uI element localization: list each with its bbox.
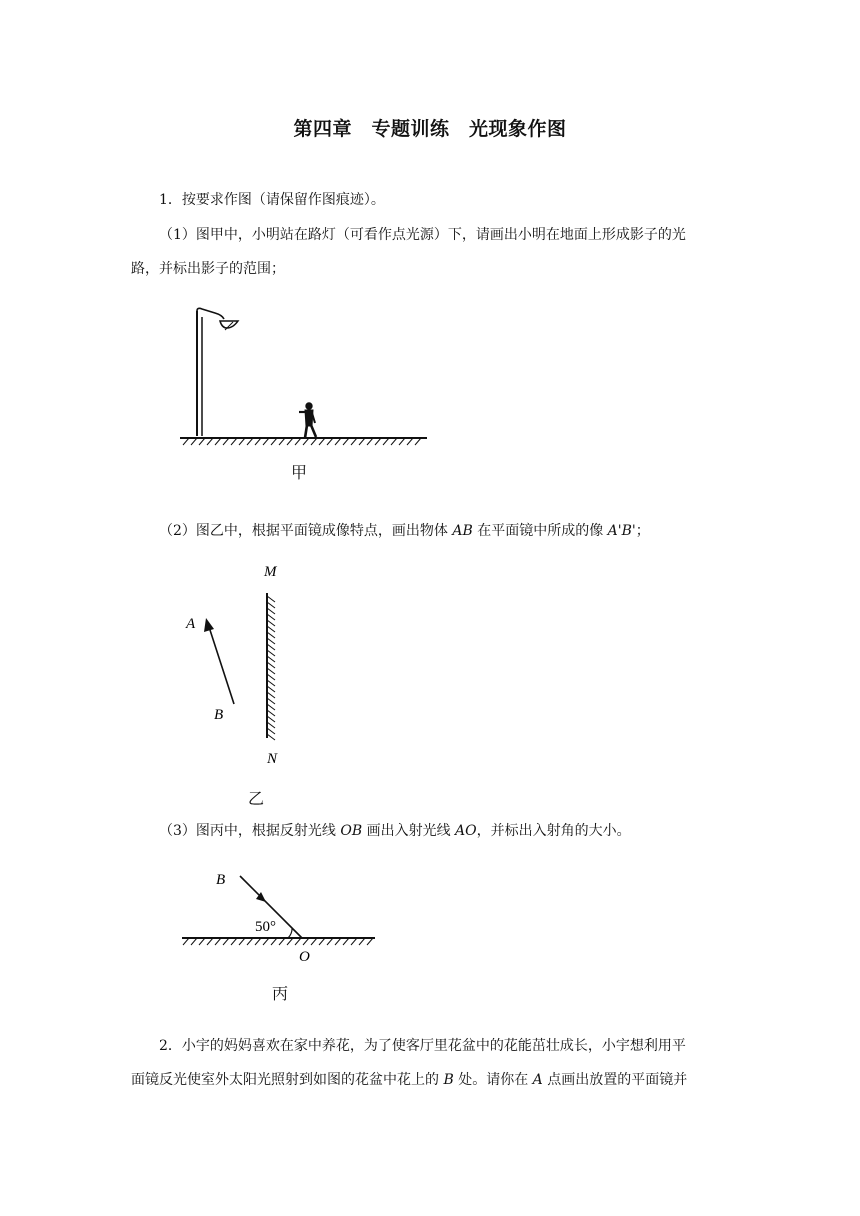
q1-stem: 1．按要求作图（请保留作图痕迹）。 <box>159 192 385 208</box>
label-n: N <box>267 751 278 767</box>
label-b: B <box>216 872 226 888</box>
q1-part1-line1: （1）图甲中，小明站在路灯（可看作点光源）下，请画出小明在地面上形成影子的光 <box>159 227 686 243</box>
q2-line2-a: A <box>532 1072 543 1088</box>
angle-label: 50° <box>255 919 276 935</box>
q2-line2-suffix: 点画出放置的平面镜并 <box>542 1072 688 1088</box>
q1-part3-suffix: ，并标出入射角的大小。 <box>476 823 631 839</box>
label-b: B <box>214 707 224 723</box>
figure-caption-bing: 丙 <box>272 984 289 1003</box>
q2-line2 <box>131 1070 687 1090</box>
q1-part3-ob: OB <box>340 823 363 839</box>
figure-streetlamp <box>175 305 435 450</box>
q1-part2-prefix: （2）图乙中，根据平面镜成像特点，画出物体 <box>159 523 453 539</box>
figure-reflection <box>175 862 385 967</box>
label-o: O <box>299 949 310 965</box>
q2-line2-b: B <box>443 1072 454 1088</box>
page-title: 第四章 专题训练 光现象作图 <box>293 118 567 140</box>
figure-caption-yi: 乙 <box>248 789 265 808</box>
q2-line2-prefix: 面镜反光使室外太阳光照射到如图的花盆中花上的 <box>131 1072 444 1088</box>
q1-part3-ao: AO <box>455 823 477 839</box>
label-m: M <box>264 564 277 580</box>
q2-line1: 2．小宇的妈妈喜欢在家中养花，为了使客厅里花盆中的花能茁壮成长，小宇想利用平 <box>159 1038 686 1054</box>
figure-plane-mirror <box>180 558 300 773</box>
figure-caption-jia: 甲 <box>291 463 308 482</box>
q1-part1-line2: 路，并标出影子的范围； <box>131 261 285 277</box>
q1-part2 <box>159 521 650 541</box>
q1-part3 <box>159 821 631 841</box>
q1-part3-middle: 画出入射光线 <box>362 823 456 839</box>
q1-part2-ab: AB <box>452 523 473 539</box>
q1-part2-middle: 在平面镜中所成的像 <box>472 523 608 539</box>
q2-line2-middle: 处。请你在 <box>453 1072 533 1088</box>
q1-part3-prefix: （3）图丙中，根据反射光线 <box>159 823 341 839</box>
label-a: A <box>186 616 196 632</box>
q1-part2-image: A'B' <box>607 523 636 539</box>
q1-part2-suffix: ； <box>635 523 650 539</box>
